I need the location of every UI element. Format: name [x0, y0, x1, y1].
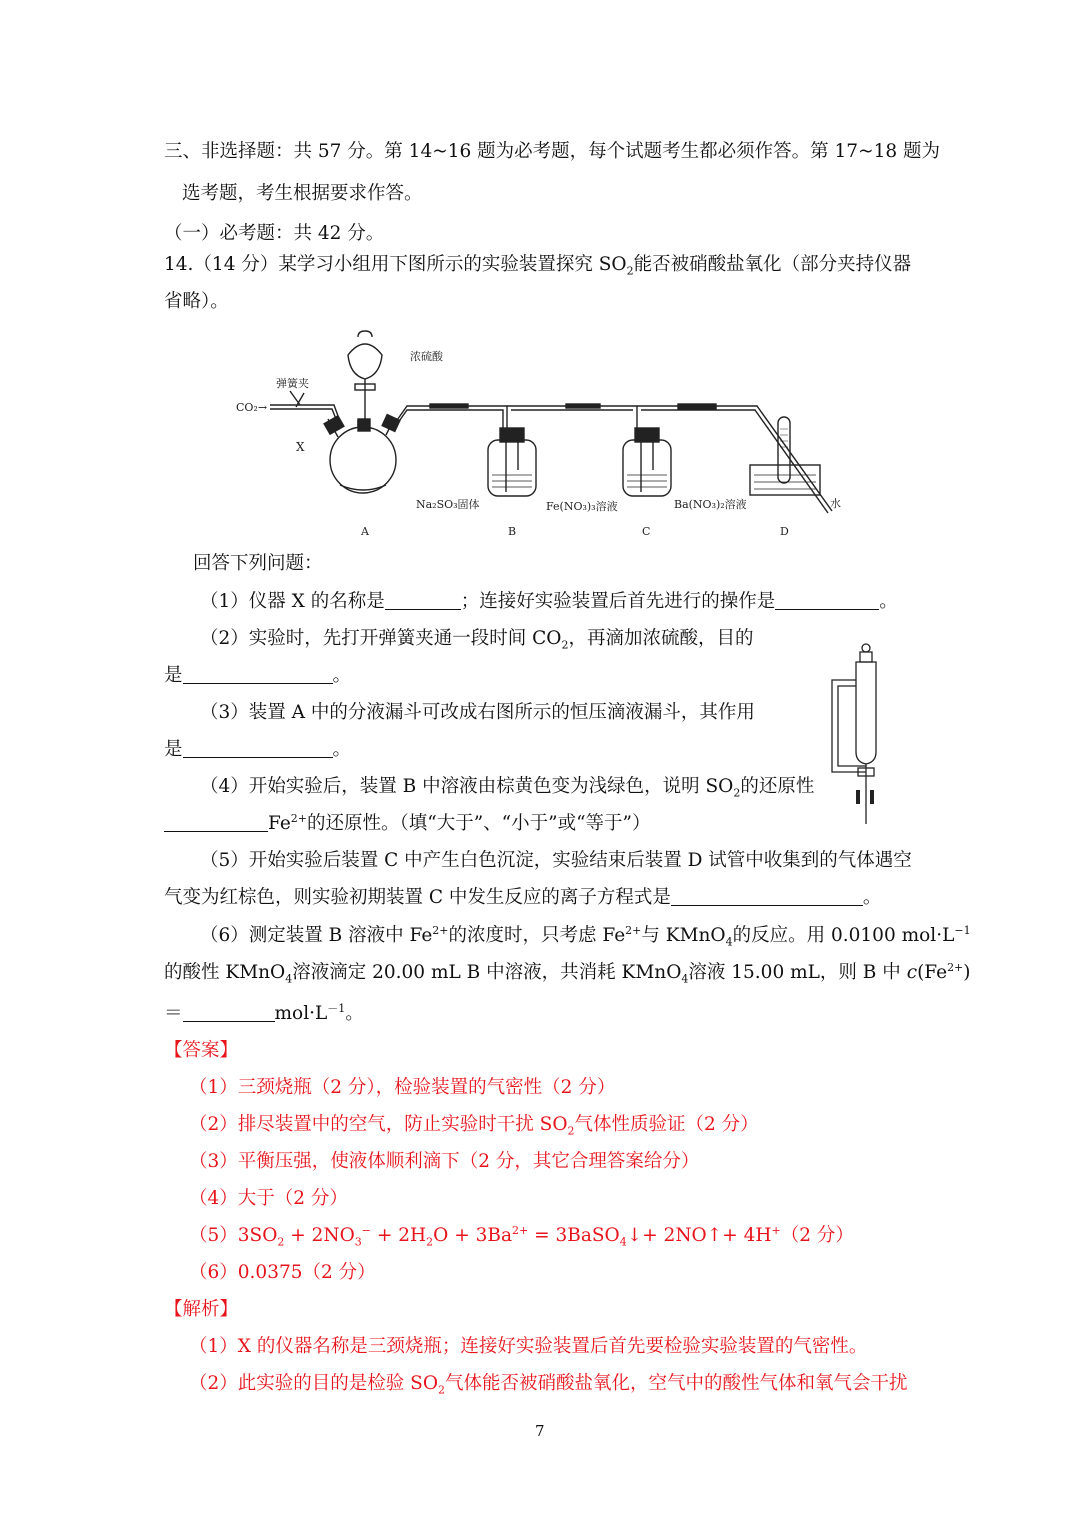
answer-5: $(5)3SO_2 + 2NO_3^- + 2H_2O + 3Ba^{2+}$ = 3BaSO$_4$↓+ 2NO↑+ 4H+（2 分） — [189, 1223, 854, 1249]
constant-pressure-funnel-figure — [820, 640, 890, 830]
subquestion-6: （6）测定装置 B 溶液中 $Fe^{2+}$的浓度时，只考虑 $Fe^{2+}$与 KMnO$_4$的反应。用 0.0100 $mol\cdot L^{-1}$ — [200, 923, 971, 949]
apparatus-diagram — [230, 325, 850, 545]
label-fe-nitrate: Fe(NO₃)₃溶液 — [546, 500, 618, 513]
subquestion-5: （5）开始实验后装置 C 中产生白色沉淀，实验结束后装置 D 试管中收集到的气体遇空 — [200, 850, 912, 871]
analysis-1: （1）X 的仪器名称是三颈烧瓶；连接好实验装置后首先要检验实验装置的气密性。 — [189, 1336, 868, 1357]
bottle-b — [488, 440, 536, 496]
label-x: X — [296, 440, 305, 454]
subquestion-2-line2: 是 。 — [164, 665, 352, 686]
answer-heading: 【答案】 — [164, 1040, 239, 1061]
blank-instrument-name[interactable] — [385, 591, 461, 610]
blank-purpose[interactable] — [183, 665, 333, 684]
subquestion-6-line3: ＝ $mol\cdot L^{-1}$。 — [164, 1001, 364, 1024]
subquestion-5-line2: 气变为红棕色，则实验初期装置 C 中发生反应的离子方程式是 。 — [164, 887, 882, 908]
separatory-funnel — [348, 331, 382, 423]
bottle-c — [623, 440, 671, 496]
section-heading-line1: 三、非选择题：共 57 分。第 14~16 题为必考题，每个试题考生都必须作答。第 17~18 题为 — [164, 141, 940, 162]
page-number: 7 — [535, 1422, 545, 1440]
section-heading-line2: 选考题，考生根据要求作答。 — [182, 183, 423, 204]
blank-first-operation[interactable] — [775, 591, 879, 610]
three-neck-flask — [330, 427, 396, 493]
answer-1: （1）三颈烧瓶（2 分），检验装置的气密性（2 分） — [189, 1077, 616, 1098]
label-conc-sulfuric-acid: 浓硫酸 — [410, 350, 443, 363]
label-b: B — [508, 525, 517, 538]
subquestion-4-line2: $Fe^{2+}$的还原性。（填“大于”、“小于”或“等于”） — [164, 811, 651, 837]
blank-ionic-equation[interactable] — [671, 887, 863, 906]
subquestion-2: （2）实验时，先打开弹簧夹通一段时间 $CO_2$，再滴加浓硫酸，目的 — [200, 628, 754, 652]
blank-function[interactable] — [183, 739, 333, 758]
label-ba-nitrate: Ba(NO₃)₂溶液 — [674, 498, 747, 511]
subsection-heading: （一）必考题：共 42 分。 — [164, 223, 385, 244]
answer-6: （6）0.0375（2 分） — [189, 1262, 376, 1283]
question-stem-line2: 省略）。 — [164, 291, 229, 312]
answer-2: （2）排尽装置中的空气，防止实验时干扰 $SO_2$气体性质验证（2 分） — [189, 1114, 759, 1138]
analysis-2: （2）此实验的目的是检验 $SO_2$气体能否被硝酸盐氧化，空气中的酸性气体和氧气会干扰 — [189, 1373, 908, 1397]
label-water: 水 — [830, 497, 841, 510]
analysis-heading: 【解析】 — [164, 1299, 239, 1320]
answer-prompt: 回答下列问题： — [193, 553, 323, 574]
subquestion-1: （1）仪器 X 的名称是 ；连接好实验装置后首先进行的操作是 。 — [200, 591, 898, 612]
label-co2-inlet: CO₂→ — [236, 401, 268, 414]
blank-concentration[interactable] — [183, 1003, 275, 1022]
blank-comparison[interactable] — [164, 813, 268, 832]
label-spring-clamp: 弹簧夹 — [276, 377, 309, 390]
subquestion-3-line2: 是 。 — [164, 739, 352, 760]
label-na2so3-solid: Na₂SO₃固体 — [416, 498, 480, 511]
question-stem: 14.（14 分）某学习小组用下图所示的实验装置探究 $SO_2$能否被硝酸盐氧化（部分夹持仪器 — [164, 254, 912, 278]
label-c: C — [642, 525, 651, 538]
label-a: A — [361, 525, 369, 538]
answer-3: （3）平衡压强，使液体顺利滴下（2 分，其它合理答案给分） — [189, 1151, 700, 1172]
subquestion-6-line2: 的酸性 KMnO$_4$溶液滴定 20.00 mL B 中溶液，共消耗 KMnO$_4$溶液 15.00 mL，则 B 中 $c(Fe^{2+})$ — [164, 960, 971, 986]
subquestion-4: （4）开始实验后，装置 B 中溶液由棕黄色变为浅绿色，说明 $SO_2$的还原性 — [200, 776, 815, 800]
subquestion-3: （3）装置 A 中的分液漏斗可改成右图所示的恒压滴液漏斗，其作用 — [200, 702, 755, 723]
label-d: D — [780, 525, 789, 538]
answer-4: （4）大于（2 分） — [189, 1188, 348, 1209]
